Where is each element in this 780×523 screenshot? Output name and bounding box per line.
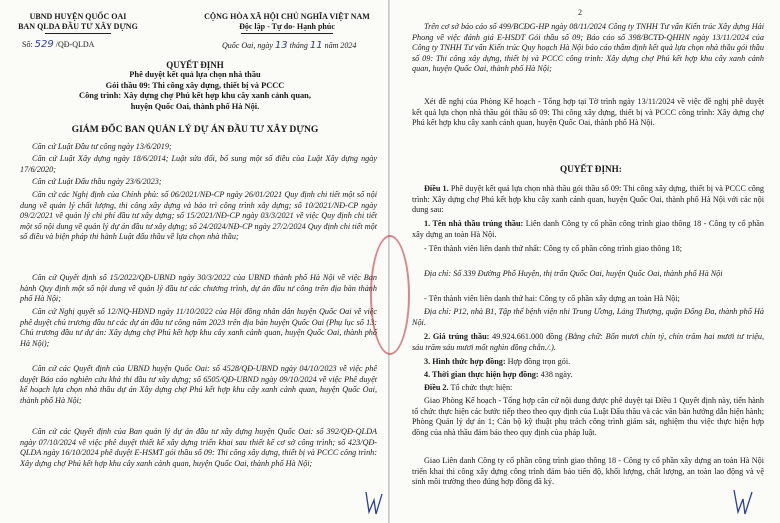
winning-price <box>412 332 764 353</box>
contract-duration-label: 4. Thời gian thực hiện hợp đồng: <box>424 370 539 379</box>
winning-price-label: 2. Giá trúng thầu: <box>424 332 490 341</box>
nation-underline <box>241 33 333 34</box>
document-number <box>22 39 94 50</box>
winning-price-value: 49.924.661.000 đồng <box>492 332 563 341</box>
date-month-handwritten: 11 <box>309 40 323 51</box>
winning-price-words: (Bằng chữ: Bốn mươi chín tỷ, chín trăm hai mươi tư triệu, sáu trăm sáu mươi mốt nghìn đồng chẵn./.). <box>412 332 765 352</box>
document-page-1 <box>0 0 389 523</box>
contract-duration-value: 438 ngày. <box>540 370 573 379</box>
initial-mark-icon <box>362 488 386 518</box>
legal-basis-4: Căn cứ các Nghị định của Chính phủ: số 06/2021/NĐ-CP ngày 26/01/2021 Quy định chi tiết một số nội dung về quản lý chất lượng, thi công xây dựng và bảo trì công trình xây dựng; số 10/2021/NĐ-CP ngày 09/2/2021 về quản lý chi phí đầu tư xây dựng; số 15/2021/NĐ-CP ngày 03/3/2021 về việc Quy định chi tiết một số nội dung về quản lý dự án đầu tư xây dựng; số 24/2024/NĐ-CP ngày 27/2/2024 Quy định chi tiết một số điều và biện pháp thi hành Luật đấu thầu về lựa chọn nhà thầu; <box>20 190 377 242</box>
agency-line-2: BAN QLDA ĐẦU TƯ XÂY DỰNG <box>18 22 138 31</box>
article-2-label: Điều 2. <box>424 383 449 392</box>
doc-number-handwritten: 529 <box>34 39 54 50</box>
article-2-paragraph-1: Giao Phòng Kế hoạch - Tổng hợp căn cứ nội dung được phê duyệt tại Điều 1 Quyết định này, tiến hành tổ chức thực hiện các bước tiếp theo theo quy định của Luật Đấu thầu và các văn bản hướng dẫn hiện hành; Phòng Quản lý dự án 1; Cán bộ kỹ thuật phụ trách công trình giám sát, nghiệm thu việc thực hiện hợp đồng của nhà thầu đảm bảo theo quy định của pháp luật. <box>412 396 764 437</box>
doc-number-suffix: /QĐ-QLDA <box>55 40 95 49</box>
project-line-1: Công trình: Xây dựng chợ Phú kết hợp khu cây xanh cảnh quan, <box>79 91 311 101</box>
date-day-handwritten: 13 <box>274 40 288 51</box>
legal-basis-1: Căn cứ Luật Đầu tư công ngày 13/6/2019; <box>32 142 172 151</box>
red-seal-edge <box>370 235 410 355</box>
package-name: Gói thầu 09: Thi công xây dựng, thiết bị và PCCC <box>105 80 285 90</box>
consortium-member-2: - Tên thành viên liên danh thứ hai: Công ty cổ phần xây dựng an toàn Hà Nội; <box>424 294 680 303</box>
article-1-label: Điều 1. <box>424 184 449 193</box>
proposal-basis: Xét đề nghị của Phòng Kế hoạch - Tổng hợp tại Tờ trình ngày 13/11/2024 về việc đề nghị phê duyệt kết quả lựa chọn nhà thầu gói thầu số 09: Thi công xây dựng, thiết bị và PCCC công trình: Xây dựng chợ Phú kết hợp khu cây xanh cảnh quan, huyện Quốc Oai, thành phố Hà Nội. <box>412 97 764 128</box>
doc-number-prefix: Số: <box>22 40 33 49</box>
agency-line-1: UBND HUYỆN QUỐC OAI <box>29 12 127 21</box>
director-heading: GIÁM ĐỐC BAN QUẢN LÝ DỰ ÁN ĐẦU TƯ XÂY DỰNG <box>71 124 319 135</box>
report-basis: Trên cơ sở báo cáo số 499/BCĐG-HP ngày 08/11/2024 Công ty TNHH Tư vấn Kiến trúc Xây dựng Hải Phong về việc đánh giá E-HSDT Gói thầu số 09; Báo cáo số 398/BCTĐ-QHHN ngày 13/11/2024 của Công ty TNHH Tư vấn Kiến trúc Quy hoạch Hà Nội báo cáo thẩm định kết quả lựa chọn nhà thầu gói thầu số 09: Thi công xây dựng, thiết bị và PCCC công trình: Xây dựng chợ Phú kết hợp khu cây xanh cảnh quan, huyện Quốc Oai, thành phố Hà Nội; <box>412 22 764 74</box>
member-2-address: Địa chỉ: P12, nhà B1, Tập thể bệnh viện nhi Trung Ương, Láng Thượng, quận Đống Đa, thành phố Hà Nội. <box>412 307 764 327</box>
article-1 <box>412 184 764 216</box>
article-2 <box>412 383 764 394</box>
contract-type <box>412 357 764 368</box>
contract-type-value: Hợp đồng trọn gói. <box>507 357 571 366</box>
decision-heading: QUYẾT ĐỊNH: <box>560 164 622 174</box>
article-2-text: Tổ chức thực hiện: <box>450 383 513 392</box>
initial-mark-icon <box>730 486 756 518</box>
date-mid: tháng <box>289 41 308 50</box>
legal-basis-7: Căn cứ các Quyết định của UBND huyện Quốc Oai: số 4528/QĐ-UBND ngày 04/10/2023 về việc phê duyệt Báo cáo nghiên cứu khả thi đầu tư xây dựng; số 6505/QĐ-UBND ngày 09/10/2024 về việc Phê duyệt kế hoạch lựa chọn nhà thầu dự án Xây dựng chợ Phú kết hợp khu cây xanh cảnh quan, huyện Quốc Oai, thành phố Hà Nội; <box>20 364 377 405</box>
page-number: 2 <box>578 8 582 17</box>
national-header <box>198 12 376 34</box>
contract-duration <box>412 370 764 381</box>
document-page-2 <box>390 0 780 523</box>
legal-basis-2: Căn cứ Luật Xây dựng ngày 18/6/2014; Luật sửa đổi, bổ sung một số điều của Luật Xây dựng ngày 17/6/2020; <box>20 154 377 174</box>
winning-bidder-text: Liên danh Công ty cổ phần công trình giao thông 18 - Công ty cổ phần xây dựng an toàn Hà Nội. <box>412 219 765 239</box>
date-suffix: năm 2024 <box>324 41 357 50</box>
nation-line-2: Độc lập - Tự do- Hạnh phúc <box>239 22 335 31</box>
legal-basis-3: Căn cứ Luật Đấu thầu ngày 23/6/2023; <box>32 177 162 186</box>
legal-basis-6: Căn cứ Nghị quyết số 12/NQ-HĐND ngày 11/10/2022 của Hội đồng nhân dân huyện Quốc Oai về việc phê duyệt chủ trương đầu tư các dự án đầu tư công năm 2023 trên địa bàn huyện Quốc Oai (Phụ lục số 13: Chủ trương đầu tư dự án: Xây dựng chợ Phú kết hợp khu cây xanh cảnh quan, huyện Quốc Oai, thành phố Hà Nội); <box>20 307 377 348</box>
contract-type-label: 3. Hình thức hợp đồng: <box>424 357 506 366</box>
date-prefix: Quốc Oai, ngày <box>222 41 273 50</box>
decision-title-block <box>20 60 370 112</box>
member-1-address: Địa chỉ: Số 339 Đường Phố Huyện, thị trấn Quốc Oai, huyện Quốc Oai, thành phố Hà Nội <box>424 269 723 278</box>
issue-date <box>222 40 356 51</box>
article-1-text: Phê duyệt kết quả lựa chọn nhà thầu gói thầu số 09: Thi công xây dựng, thiết bị và PCCC công trình: Xây dựng chợ Phú kết hợp khu cây xanh cảnh quan, huyện Quốc Oai, thành phố Hà Nội với các nội dung sau: <box>412 184 765 215</box>
article-2-paragraph-2: Giao Liên danh Công ty cổ phần công trình giao thông 18 - Công ty cổ phần xây dựng an toàn Hà Nội triển khai thi công xây dựng công trình đảm bảo tiến độ, khối lượng, chất lượng, an toàn lao động và vệ sinh môi trường theo đúng hợp đồng đã ký. <box>412 456 764 487</box>
project-line-2: huyện Quốc Oai, thành phố Hà Nội. <box>130 101 260 111</box>
issuing-agency <box>14 12 142 34</box>
decision-subtitle: Phê duyệt kết quả lựa chọn nhà thầu <box>129 70 261 80</box>
winning-bidder-label: 1. Tên nhà thầu trúng thầu: <box>424 219 524 228</box>
winning-bidder <box>412 219 764 240</box>
decision-title: QUYẾT ĐỊNH <box>166 60 224 70</box>
agency-underline <box>45 33 111 34</box>
legal-basis-5: Căn cứ Quyết định số 15/2022/QĐ-UBND ngày 30/3/2022 của UBND thành phố Hà Nội về việc Ban hành Quy định một số nội dung về quản lý đầu tư các chương trình, dự án đầu tư công trên địa bàn thành phố Hà Nội; <box>20 273 377 304</box>
nation-line-1: CỘNG HÒA XÃ HỘI CHỦ NGHĨA VIỆT NAM <box>204 12 370 21</box>
legal-basis-8: Căn cứ các Quyết định của Ban quản lý dự án đầu tư xây dựng huyện Quốc Oai: số 392/QĐ-QLDA ngày 07/10/2024 về việc phê duyệt thiết kế xây dựng triển khai sau thiết kế cơ sở công trình; số 423/QĐ-QLDA ngày 16/10/2024 phê duyệt E-HSMT gói thầu số 09: Thi công xây dựng, thiết bị và PCCC công trình: Xây dựng chợ Phú kết hợp khu cây xanh cảnh quan, huyện Quốc Oai, thành phố Hà Nội; <box>20 427 377 468</box>
consortium-member-1: - Tên thành viên liên danh thứ nhất: Công ty cổ phần công trình giao thông 18; <box>424 244 683 253</box>
